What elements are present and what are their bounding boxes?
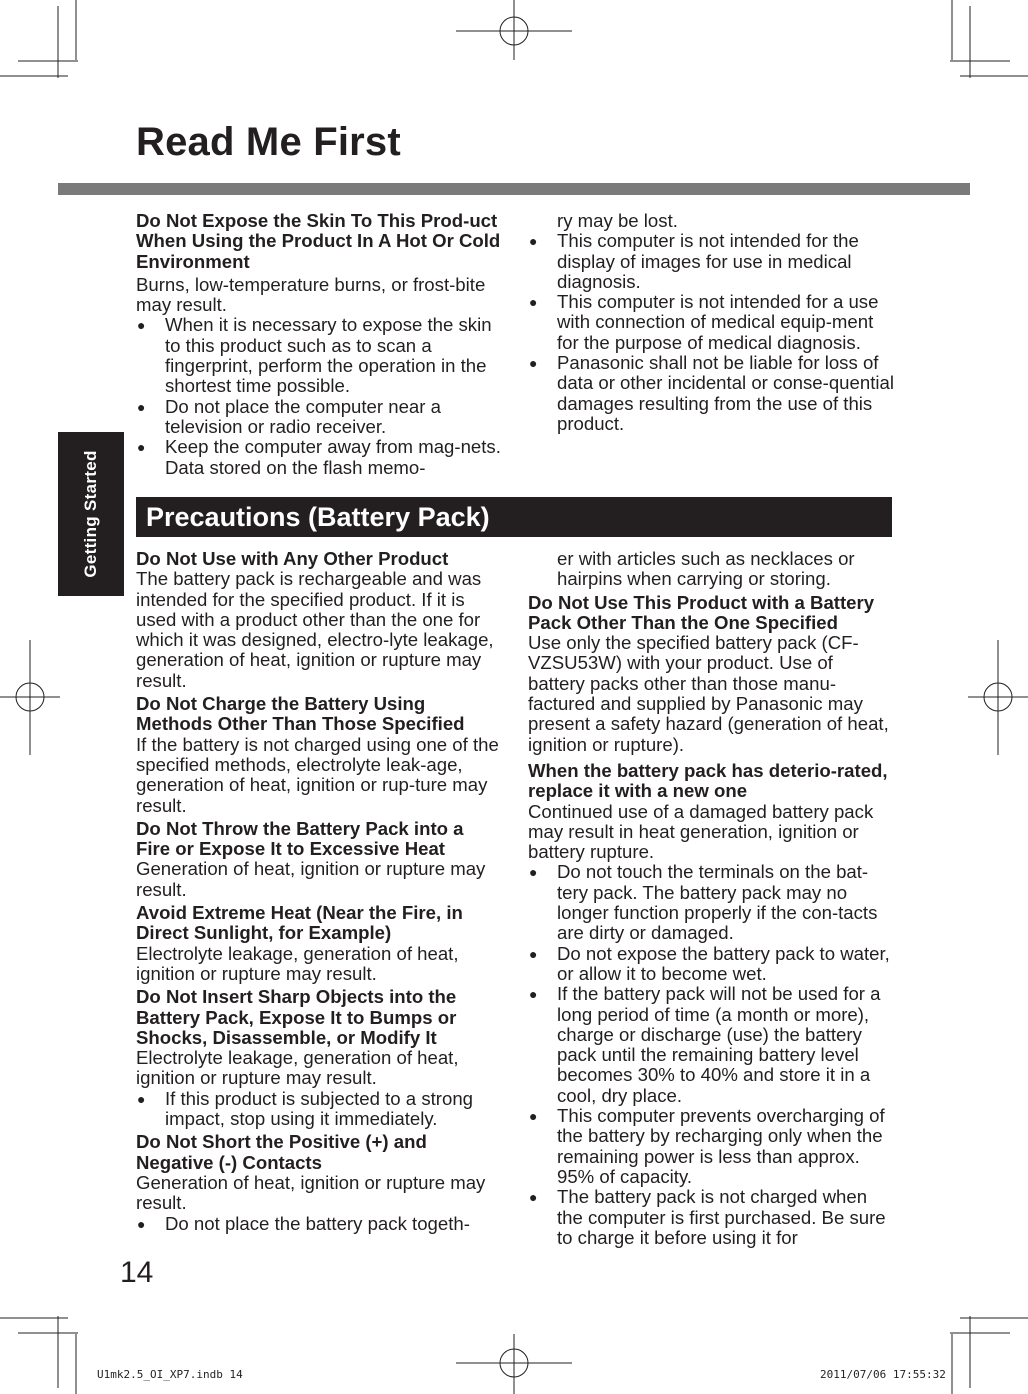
list-item: ● Do not touch the terminals on the bat-tery pack. The battery pack may no longer function properly if the con-tacts are dirty or damaged. xyxy=(528,862,894,943)
side-tab-label: Getting Started xyxy=(81,450,100,578)
section-text: The battery pack is rechargeable and was intended for the specified product. If it is used with a product other than the one for which it was designed, electro-lyte leakage, generation of heat, ignition or rupture may result. xyxy=(136,568,494,691)
page-title: Read Me First xyxy=(136,120,401,164)
list-item: ● The battery pack is not charged when the computer is first purchased. Be sure to charge it before using it for xyxy=(528,1187,894,1248)
lower-right-column xyxy=(528,549,894,1248)
continuation-text: er with articles such as necklaces or hairpins when carrying or storing. xyxy=(557,548,855,590)
section-heading: Avoid Extreme Heat (Near the Fire, in Direct Sunlight, for Example) xyxy=(136,902,463,944)
skin-heading: Do Not Expose the Skin To This Prod-uct When Using the Product In A Hot Or Cold Environment xyxy=(136,210,501,272)
section-heading: When the battery pack has deterio-rated, replace it with a new one xyxy=(528,759,888,802)
section-text: Electrolyte leakage, generation of heat, ignition or rupture may result. xyxy=(136,1047,459,1089)
section-heading: Do Not Charge the Battery Using Methods Other Than Those Specified xyxy=(136,693,465,735)
skin-bullet-list xyxy=(136,315,502,477)
list-item: ● Do not expose the battery pack to water, or allow it to become wet. xyxy=(528,944,894,985)
page-number: 14 xyxy=(120,1256,154,1289)
list-item: ● This computer prevents overcharging of the battery by recharging only when the remaining power is less than approx. 95% of capacity. xyxy=(528,1106,894,1187)
section-text: Continued use of a damaged battery pack may result in heat generation, ignition or battery rupture. xyxy=(528,800,874,863)
list-item: ● If the battery pack will not be used for a long period of time (a month or more), charge or discharge (use) the battery pack until the remaining battery level becomes 30% to 40% and store it in a cool, dry place. xyxy=(528,984,894,1106)
section-heading: Do Not Insert Sharp Objects into the Battery Pack, Expose It to Bumps or Shocks, Disassemble, or Modify It xyxy=(136,986,457,1048)
lower-left-column xyxy=(136,549,502,1234)
print-slug-file: U1mk2.5_OI_XP7.indb 14 xyxy=(97,1368,243,1381)
list-item: ● This computer is not intended for the display of images for use in medical diagnosis. xyxy=(528,231,894,292)
continuation-text: ry may be lost. xyxy=(557,210,678,231)
title-rule xyxy=(58,183,970,195)
section-text: If the battery is not charged using one of the specified methods, electrolyte leak-age, generation of heat, ignition or rup-ture may result. xyxy=(136,733,499,816)
section-heading: Do Not Use with Any Other Product xyxy=(136,548,449,569)
section-text: Generation of heat, ignition or rupture may result. xyxy=(136,1171,486,1214)
section-header xyxy=(136,497,892,537)
print-slug-date: 2011/07/06 17:55:32 xyxy=(820,1368,946,1381)
section-heading: Do Not Use This Product with a Battery Pack Other Than the One Specified xyxy=(528,591,875,633)
section-heading: Do Not Throw the Battery Pack into a Fire or Expose It to Excessive Heat xyxy=(136,817,464,860)
section-text: Generation of heat, ignition or rupture may result. xyxy=(136,858,486,900)
list-item: ● Keep the computer away from mag-nets. Data stored on the flash memo- xyxy=(136,437,502,478)
list-item: ● When it is necessary to expose the skin to this product such as to scan a fingerprint, perform the operation in the shortest time possible. xyxy=(136,315,502,396)
list-item: ● This computer is not intended for a use with connection of medical equip-ment for the purpose of medical diagnosis. xyxy=(528,292,894,353)
list-item: ● Panasonic shall not be liable for loss of data or other incidental or conse-quential damages resulting from the use of this product. xyxy=(528,353,894,434)
section-heading: Do Not Short the Positive (+) and Negative (-) Contacts xyxy=(136,1131,427,1173)
section-title: Precautions (Battery Pack) xyxy=(146,502,490,532)
side-tab xyxy=(58,432,124,596)
bullet-list xyxy=(136,1089,502,1130)
section-text: Electrolyte leakage, generation of heat, ignition or rupture may result. xyxy=(136,942,459,984)
bullet-list xyxy=(528,862,894,1248)
upper-right-column xyxy=(528,211,894,434)
bullet-list xyxy=(136,1214,502,1234)
upper-left-column xyxy=(136,211,502,478)
skin-text: Burns, low-temperature burns, or frost-bite may result. xyxy=(136,273,486,316)
medical-bullet-list xyxy=(528,231,894,434)
list-item: ● Do not place the computer near a television or radio receiver. xyxy=(136,397,502,438)
list-item: ● Do not place the battery pack togeth- xyxy=(136,1214,502,1234)
list-item: ● If this product is subjected to a strong impact, stop using it immediately. xyxy=(136,1089,502,1130)
section-text: Use only the specified battery pack (CF-VZSU53W) with your product. Use of battery packs other than those manu-factured and supplied by Panasonic may present a safety hazard (generation of heat, ignition or rupture). xyxy=(528,632,889,755)
